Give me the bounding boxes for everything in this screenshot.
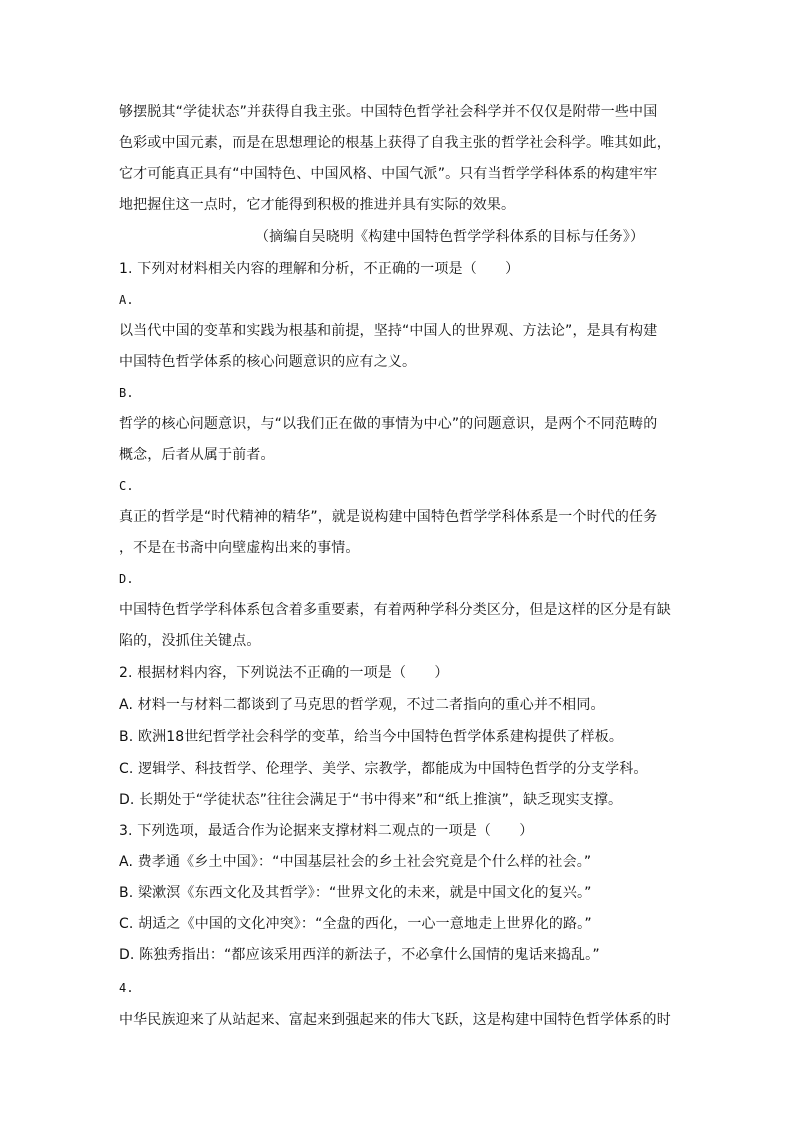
passage-line-1: 够摆脱其“学徒状态”并获得自我主张。中国特色哲学社会科学并不仅仅是附带一些中国 [119,104,658,120]
q1-option-d-label: D. [119,572,134,586]
q2-option-d: D. 长期处于“学徒状态”往往会满足于“书中得来”和“纸上推演”，缺乏现实支撑。 [119,792,623,808]
q1-option-a-label: A. [119,293,134,307]
q1-stem: 1. 下列对材料相关内容的理解和分析，不正确的一项是（ ） [119,261,520,277]
q3-option-b: B. 梁漱溟《东西文化及其哲学》：“世界文化的未来，就是中国文化的复兴。” [119,885,592,901]
q1-option-a-line-2: 中国特色哲学体系的核心问题意识的应有之义。 [119,354,417,370]
q1-option-a-line-1: 以当代中国的变革和实践为根基和前提，坚持“中国人的世界观、方法论”，是具有构建 [119,323,658,339]
passage-line-4: 地把握住这一点时，它才能得到积极的推进并具有实际的效果。 [119,197,516,213]
q1-option-b-line-1: 哲学的核心问题意识，与“以我们正在做的事情为中心”的问题意识，是两个不同范畴的 [119,416,658,432]
q3-stem: 3. 下列选项，最适合作为论据来支撑材料二观点的一项是（ ） [119,823,534,839]
passage-line-3: 它才可能真正具有“中国特色、中国风格、中国气派”。只有当哲学学科体系的构建牢牢 [119,166,658,182]
passage-line-2: 色彩或中国元素，而是在思想理论的根基上获得了自我主张的哲学社会科学。唯其如此， [119,135,671,151]
q1-option-b-label: B. [119,386,134,400]
q2-option-b: B. 欧洲18世纪哲学社会科学的变革，给当今中国特色哲学体系建构提供了样板。 [119,729,624,745]
q2-option-a: A. 材料一与材料二都谈到了马克思的哲学观，不过二者指向的重心并不相同。 [119,697,605,713]
q1-option-d-line-1: 中国特色哲学学科体系包含着多重要素，有着两种学科分类区分，但是这样的区分是有缺 [119,602,671,618]
q2-option-c: C. 逻辑学、科技哲学、伦理学、美学、宗教学，都能成为中国特色哲学的分支学科。 [119,761,648,777]
q1-option-c-label: C. [119,479,134,493]
q4-label: 4. [119,981,134,995]
q3-option-a: A. 费孝通《乡土中国》：“中国基层社会的乡土社会究竟是个什么样的社会。” [119,854,592,870]
q4-line-1: 中华民族迎来了从站起来、富起来到强起来的伟大飞跃，这是构建中国特色哲学体系的时 [119,1012,671,1028]
q1-option-c-line-1: 真正的哲学是“时代精神的精华”，就是说构建中国特色哲学学科体系是一个时代的任务 [119,509,658,525]
q2-stem: 2. 根据材料内容，下列说法不正确的一项是（ ） [119,665,449,681]
q3-option-d: D. 陈独秀指出：“都应该采用西洋的新法子，不必拿什么国情的鬼话来捣乱。” [119,947,600,963]
q1-option-d-line-2: 陷的，没抓住关键点。 [119,633,261,649]
q3-option-c: C. 胡适之《中国的文化冲突》：“全盘的西化，一心一意地走上世界化的路。” [119,916,592,932]
q1-option-b-line-2: 概念，后者从属于前者。 [119,447,275,463]
q1-option-c-line-2: ，不是在书斋中向壁虚构出来的事情。 [119,540,360,556]
passage-source: （摘编自吴晓明《构建中国特色哲学学科体系的目标与任务》） [255,229,645,245]
